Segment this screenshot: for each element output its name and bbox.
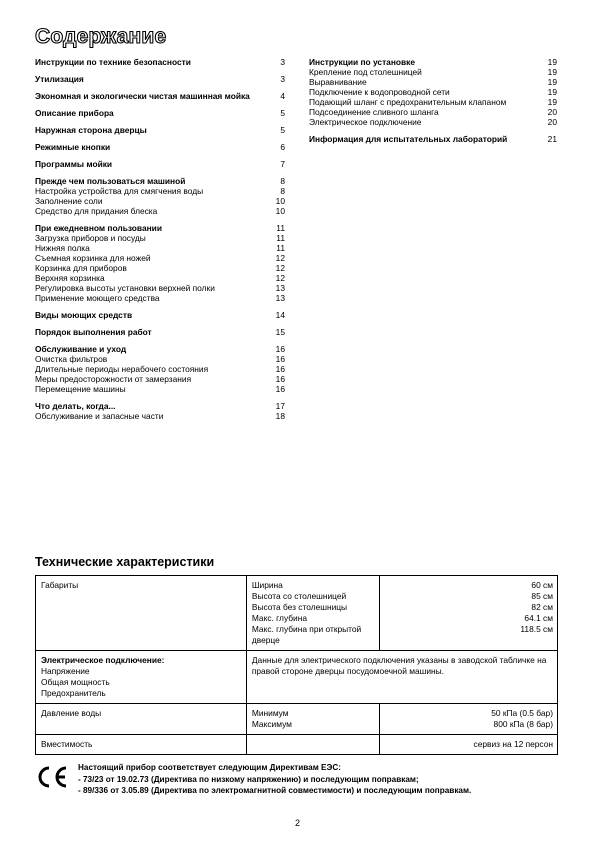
specs-title: Технические характеристики — [35, 555, 215, 569]
toc-entry-page: 17 — [275, 401, 285, 411]
toc-entry — [309, 57, 557, 67]
capacity-value: сервиз на 12 персон — [380, 735, 558, 755]
toc-entry — [35, 263, 285, 273]
toc-entry-page: 19 — [547, 67, 557, 77]
toc-entry-label: Наружная сторона дверцы — [35, 125, 147, 135]
toc-entry-page: 14 — [275, 310, 285, 320]
toc-entry — [35, 273, 285, 283]
toc-entry-page: 13 — [275, 283, 285, 293]
toc-entry-label: Экономная и экологически чистая машинная мойка — [35, 91, 250, 101]
electrical-sub: Напряжение — [41, 666, 90, 676]
toc-entry-page: 16 — [275, 384, 285, 394]
toc-entry-label: Виды моющих средств — [35, 310, 133, 320]
toc-entry — [35, 196, 285, 206]
electrical-label: Электрическое подключение: — [41, 655, 165, 665]
toc-entry-label: Перемещение машины — [35, 384, 126, 394]
toc-entry — [35, 142, 285, 152]
ce-line: - 73/23 от 19.02.73 (Директива по низкому напряжению) и последующим поправкам; — [78, 774, 419, 784]
toc-entry-label: Инструкции по установке — [309, 57, 416, 67]
toc-entry-page: 8 — [280, 186, 285, 196]
toc-entry — [35, 401, 285, 411]
capacity-empty — [246, 735, 380, 755]
dimensions-values — [380, 576, 558, 651]
toc-entry — [309, 77, 557, 87]
toc-entry-label: Применение моющего средства — [35, 293, 160, 303]
toc-entry-label: Верхняя корзинка — [35, 273, 105, 283]
toc-entry-page: 19 — [547, 77, 557, 87]
toc-entry-label: Подсоединение сливного шланга — [309, 107, 439, 117]
dim-name: Макс. глубина при открытой дверце — [251, 624, 362, 645]
water-value: 50 кПа (0.5 бар) — [491, 708, 553, 718]
toc-entry — [309, 107, 557, 117]
toc-entry-page: 15 — [275, 327, 285, 337]
toc-entry-page: 21 — [547, 134, 557, 144]
toc-entry — [35, 293, 285, 303]
water-label: Давление воды — [36, 704, 247, 735]
toc-entry-label: Обслуживание и запасные части — [35, 411, 164, 421]
toc-entry-label: Инструкции по технике безопасности — [35, 57, 191, 67]
specs-row-dimensions — [36, 576, 558, 651]
toc-entry — [35, 253, 285, 263]
dim-value: 82 см — [531, 602, 553, 612]
toc-entry — [35, 354, 285, 364]
dim-name: Высота без столешницы — [251, 602, 348, 612]
toc-entry-page: 3 — [280, 57, 285, 67]
toc-entry — [35, 91, 285, 101]
toc-entry-page: 16 — [275, 354, 285, 364]
ce-line: Настоящий прибор соответствует следующим Директивам ЕЭС: — [78, 763, 341, 772]
toc-entry-label: Крепление под столешницей — [309, 67, 422, 77]
toc-entry-page: 12 — [275, 273, 285, 283]
toc-entry-page: 6 — [280, 142, 285, 152]
water-value: 800 кПа (8 бар) — [493, 719, 553, 729]
specs-row-electrical — [36, 651, 558, 704]
dim-value: 85 см — [531, 591, 553, 601]
ce-line: - 89/336 от 3.05.89 (Директива по электромагнитной совместимости) и последующим поправкам. — [78, 786, 472, 795]
toc-entry-label: Меры предосторожности от замерзания — [35, 374, 192, 384]
toc-entry-label: Съемная корзинка для ножей — [35, 253, 151, 263]
specs-row-capacity — [36, 735, 558, 755]
toc-entry — [35, 384, 285, 394]
toc-entry — [35, 206, 285, 216]
toc-entry — [309, 97, 557, 107]
capacity-label: Вместимость — [36, 735, 247, 755]
specs-row-water — [36, 704, 558, 735]
toc-entry-label: Программы мойки — [35, 159, 113, 169]
toc-entry-label: Порядок выполнения работ — [35, 327, 152, 337]
toc-entry-page: 10 — [275, 196, 285, 206]
toc-entry — [309, 134, 557, 144]
toc-entry-page: 20 — [547, 107, 557, 117]
toc-entry — [35, 364, 285, 374]
toc-entry — [35, 223, 285, 233]
toc-entry-label: Длительные периоды нерабочего состояния — [35, 364, 209, 374]
water-names — [246, 704, 380, 735]
toc-entry — [35, 176, 285, 186]
dim-name: Макс. глубина — [251, 613, 307, 623]
water-name: Минимум — [251, 708, 289, 718]
toc-entry — [35, 186, 285, 196]
dim-name: Ширина — [251, 580, 283, 590]
toc-entry — [35, 159, 285, 169]
toc-entry — [35, 108, 285, 118]
toc-entry-label: Электрическое подключение — [309, 117, 422, 127]
toc-entry-page: 12 — [275, 253, 285, 263]
toc-entry-page: 5 — [280, 108, 285, 118]
toc-entry-label: Описание прибора — [35, 108, 114, 118]
page-number: 2 — [294, 818, 300, 828]
toc-entry — [309, 67, 557, 77]
toc-entry-label: Загрузка приборов и посуды — [35, 233, 146, 243]
toc-entry-page: 11 — [276, 243, 285, 253]
electrical-sub: Общая мощность — [41, 677, 110, 687]
toc-entry-label: Настройка устройства для смягчения воды — [35, 186, 204, 196]
toc-entry — [35, 327, 285, 337]
toc-entry-label: Режимные кнопки — [35, 142, 111, 152]
water-values — [380, 704, 558, 735]
toc-entry-label: Корзинка для приборов — [35, 263, 127, 273]
toc-entry-label: Выравнивание — [309, 77, 367, 87]
toc-entry — [35, 374, 285, 384]
dim-value: 118.5 см — [520, 624, 553, 634]
toc-entry — [35, 125, 285, 135]
toc-entry-label: Подающий шланг с предохранительным клапаном — [309, 97, 507, 107]
toc-entry-label: Заполнение соли — [35, 196, 103, 206]
toc-entry-label: Что делать, когда... — [35, 401, 116, 411]
toc-entry-label: Обслуживание и уход — [35, 344, 127, 354]
dim-value: 60 см — [531, 580, 553, 590]
ce-compliance-text — [78, 762, 471, 797]
toc-entry-page: 11 — [276, 233, 285, 243]
toc-entry — [309, 87, 557, 97]
toc-entry — [35, 233, 285, 243]
toc-entry — [35, 283, 285, 293]
electrical-sub: Предохранитель — [41, 688, 106, 698]
toc-entry-label: Прежде чем пользоваться машиной — [35, 176, 186, 186]
dimensions-label: Габариты — [36, 576, 247, 651]
toc-entry-page: 16 — [275, 344, 285, 354]
toc-entry-page: 13 — [275, 293, 285, 303]
toc-entry-label: Информация для испытательных лабораторий — [309, 134, 508, 144]
toc-entry-page: 7 — [280, 159, 285, 169]
toc-entry-page: 11 — [276, 223, 285, 233]
toc-entry-label: Средство для придания блеска — [35, 206, 158, 216]
toc-entry — [309, 117, 557, 127]
toc-entry-page: 19 — [547, 87, 557, 97]
dimensions-names — [246, 576, 380, 651]
toc-entry — [35, 310, 285, 320]
electrical-label-cell — [36, 651, 247, 704]
toc-entry-page: 10 — [275, 206, 285, 216]
toc-entry-page: 16 — [275, 374, 285, 384]
toc-entry-page: 19 — [547, 57, 557, 67]
ce-mark-icon — [37, 765, 69, 789]
toc-entry-page: 20 — [547, 117, 557, 127]
toc-entry — [35, 344, 285, 354]
toc-entry-label: При ежедневном пользовании — [35, 223, 162, 233]
page-title: Содержание — [35, 25, 167, 48]
toc-entry — [35, 243, 285, 253]
toc-entry — [35, 411, 285, 421]
toc-right-column — [309, 57, 557, 144]
specs-table — [35, 575, 558, 755]
dim-value: 64.1 см — [524, 613, 553, 623]
toc-entry-page: 5 — [280, 125, 285, 135]
toc-entry — [35, 57, 285, 67]
toc-entry-label: Очистка фильтров — [35, 354, 108, 364]
toc-entry-page: 18 — [275, 411, 285, 421]
electrical-note: Данные для электрического подключения указаны в заводской табличке на правой стороне дверцы посудомоечной машины. — [246, 651, 557, 704]
water-name: Максимум — [251, 719, 292, 729]
toc-entry-page: 12 — [275, 263, 285, 273]
toc-entry — [35, 74, 285, 84]
toc-entry-label: Утилизация — [35, 74, 84, 84]
toc-entry-label: Регулировка высоты установки верхней полки — [35, 283, 215, 293]
toc-entry-page: 8 — [280, 176, 285, 186]
toc-entry-page: 4 — [280, 91, 285, 101]
toc-entry-page: 16 — [275, 364, 285, 374]
toc-entry-page: 19 — [547, 97, 557, 107]
dim-name: Высота со столешницей — [251, 591, 347, 601]
toc-entry-label: Подключение к водопроводной сети — [309, 87, 450, 97]
toc-entry-page: 3 — [280, 74, 285, 84]
toc-left-column — [35, 57, 285, 421]
toc-entry-label: Нижняя полка — [35, 243, 90, 253]
